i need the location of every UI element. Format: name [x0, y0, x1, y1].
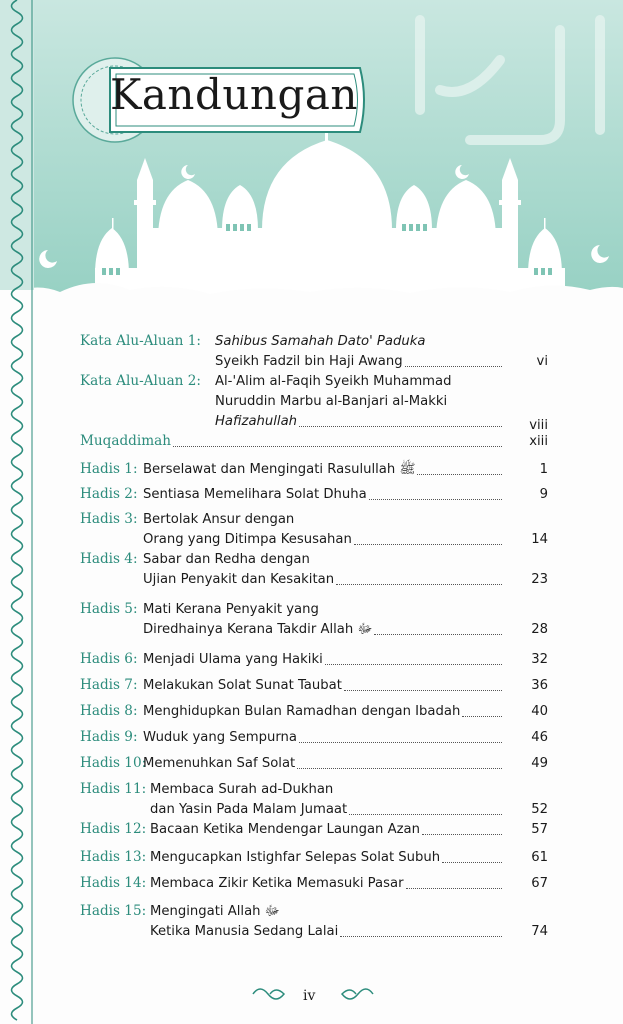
dot-leader	[462, 716, 502, 717]
toc-entry-title-line: Bacaan Ketika Mendengar Laungan Azan	[150, 822, 420, 837]
toc-entry-label: Hadis 5:	[80, 601, 138, 617]
toc-entry-label: Muqaddimah	[80, 433, 171, 449]
dot-leader	[336, 584, 502, 585]
toc-entry-title-line: Melakukan Solat Sunat Taubat	[143, 678, 342, 693]
toc-page-number: xiii	[529, 434, 548, 449]
dot-leader	[340, 936, 502, 937]
page-title: Kandungan	[110, 70, 358, 119]
toc-entry-title-line: Al-'Alim al-Faqih Syeikh Muhammad	[215, 374, 452, 389]
dot-leader	[374, 634, 502, 635]
toc-entry-title-line: Orang yang Ditimpa Kesusahan	[143, 532, 352, 547]
dot-leader	[173, 446, 502, 447]
header-banner	[0, 0, 623, 320]
dot-leader	[344, 690, 502, 691]
toc-entry-title-line: Wuduk yang Sempurna	[143, 730, 297, 745]
toc-entry-label: Hadis 14:	[80, 875, 147, 891]
toc-entry-title-line: Hafizahullah	[215, 414, 298, 429]
toc-entry-title-line: Sentiasa Memelihara Solat Dhuha	[143, 487, 367, 502]
page-number: iv	[303, 988, 316, 1004]
toc-page-number: 23	[531, 572, 548, 587]
toc-entry-label: Hadis 9:	[80, 729, 138, 745]
toc-entry-label: Hadis 10:	[80, 755, 147, 771]
toc-entry-title-line: dan Yasin Pada Malam Jumaat	[150, 802, 348, 817]
toc-page-number: 57	[531, 822, 548, 837]
toc-entry-title-line: Sabar dan Redha dengan	[143, 552, 310, 567]
toc-entry-label: Kata Alu-Aluan 1:	[80, 333, 201, 349]
toc-page-number: 9	[539, 487, 548, 502]
toc-entry-label: Hadis 3:	[80, 511, 138, 527]
dot-leader	[417, 474, 502, 475]
toc-entry-title-line: Mengingati Allah ﷻ	[150, 904, 280, 919]
dot-leader	[349, 814, 502, 815]
toc-entry-label: Hadis 2:	[80, 486, 138, 502]
toc-entry-title-line: Diredhainya Kerana Takdir Allah ﷻ	[143, 622, 373, 637]
toc-entry-title-line: Menghidupkan Bulan Ramadhan dengan Ibadah	[143, 704, 461, 719]
toc-page-number: 46	[531, 730, 548, 745]
toc-entry-title-line: Memenuhkan Saf Solat	[143, 756, 296, 771]
toc-entry-label: Hadis 1:	[80, 461, 138, 477]
toc-page-number: 14	[531, 532, 548, 547]
toc-page-number: 28	[531, 622, 548, 637]
toc-entry-label: Hadis 11:	[80, 781, 147, 797]
toc-page-number: 61	[531, 850, 548, 865]
toc-page-number: 67	[531, 876, 548, 891]
toc-entry-title-line: Sahibus Samahah Dato' Paduka	[215, 334, 426, 349]
toc-page-number: vi	[536, 354, 548, 369]
toc-entry-label: Hadis 6:	[80, 651, 138, 667]
toc-page-number: 36	[531, 678, 548, 693]
title-medallion	[70, 50, 370, 150]
toc-page-number: viii	[529, 418, 548, 433]
toc-entry-title-line: Nuruddin Marbu al-Banjari al-Makki	[215, 394, 448, 409]
toc-page-number: 74	[531, 924, 548, 939]
toc-entry-title-line: Ketika Manusia Sedang Lalai	[150, 924, 339, 939]
toc-entry-title-line: Mengucapkan Istighfar Selepas Solat Subuh	[150, 850, 441, 865]
dot-leader	[406, 888, 502, 889]
toc-entry-title-line: Membaca Surah ad-Dukhan	[150, 782, 334, 797]
toc-page-number: 40	[531, 704, 548, 719]
toc-entry-title-line: Menjadi Ulama yang Hakiki	[143, 652, 323, 667]
toc-entry-title-line: Mati Kerana Penyakit yang	[143, 602, 319, 617]
dot-leader	[369, 499, 502, 500]
toc-entry-label: Hadis 8:	[80, 703, 138, 719]
dot-leader	[442, 862, 502, 863]
toc-page-number: 1	[539, 462, 548, 477]
dot-leader	[299, 426, 502, 427]
dot-leader	[354, 544, 502, 545]
toc-entry-label: Hadis 13:	[80, 849, 147, 865]
dot-leader	[297, 768, 502, 769]
toc-page-number: 49	[531, 756, 548, 771]
dot-leader	[405, 366, 502, 367]
dot-leader	[299, 742, 502, 743]
toc-page-number: 32	[531, 652, 548, 667]
toc-entry-title-line: Berselawat dan Mengingati Rasulullah ﷺ	[143, 462, 416, 477]
toc-entry-title-line: Syeikh Fadzil bin Haji Awang	[215, 354, 403, 369]
toc-entry-title-line: Membaca Zikir Ketika Memasuki Pasar	[150, 876, 404, 891]
dot-leader	[422, 834, 502, 835]
toc-entry-label: Hadis 7:	[80, 677, 138, 693]
mosque-illustration	[0, 0, 623, 320]
toc-entry-label: Hadis 4:	[80, 551, 138, 567]
toc-entry-label: Hadis 12:	[80, 821, 147, 837]
toc-entry-label: Kata Alu-Aluan 2:	[80, 373, 201, 389]
toc-entry-title-line: Bertolak Ansur dengan	[143, 512, 295, 527]
toc-page-number: 52	[531, 802, 548, 817]
toc-entry-title-line: Ujian Penyakit dan Kesakitan	[143, 572, 335, 587]
dot-leader	[325, 664, 502, 665]
ornamental-border	[0, 0, 34, 1024]
toc-entry-label: Hadis 15:	[80, 903, 147, 919]
